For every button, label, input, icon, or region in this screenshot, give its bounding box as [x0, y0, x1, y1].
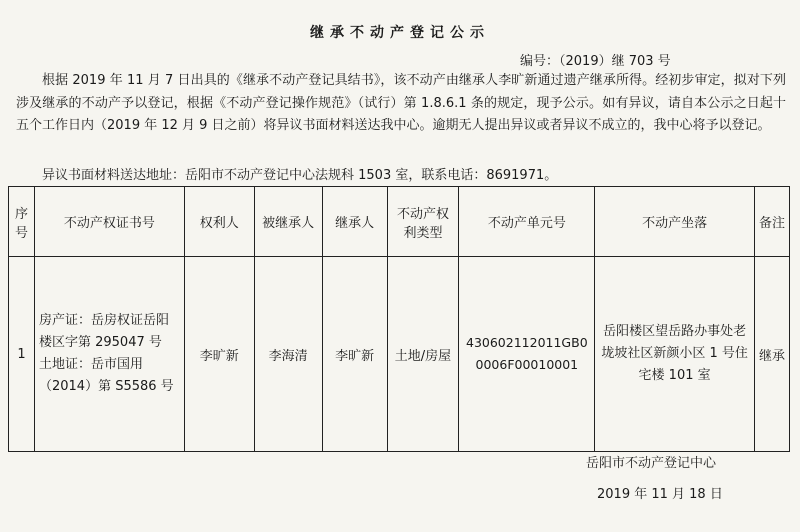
cell-location: 岳阳楼区望岳路办事处老垅坡社区新颜小区 1 号住宅楼 101 室: [595, 257, 755, 452]
header-owner: 权利人: [184, 187, 254, 257]
cert-house: 房产证：岳房权证岳阳楼区字第 295047 号: [38, 313, 169, 350]
cell-right-type: 土地/房屋: [387, 257, 459, 452]
cell-decedent: 李海清: [254, 257, 322, 452]
header-remark: 备注: [754, 187, 789, 257]
cell-heir: 李旷新: [322, 257, 387, 452]
cert-land: 土地证：岳市国用（2014）第 S5586 号: [38, 357, 174, 394]
cell-remark: 继承: [754, 257, 789, 452]
header-seq: 序号: [9, 187, 35, 257]
header-right-type: 不动产权利类型: [387, 187, 459, 257]
objection-address: 异议书面材料送达地址：岳阳市不动产登记中心法规科 1503 室，联系电话：8691971。: [42, 168, 558, 183]
registration-table: [8, 186, 790, 452]
table-header-row: [9, 187, 790, 257]
header-decedent: 被继承人: [254, 187, 322, 257]
header-heir: 继承人: [322, 187, 387, 257]
page-title: 继承不动产登记公示: [310, 25, 490, 41]
issue-date: 2019 年 11 月 18 日: [597, 487, 723, 502]
cell-cert-no: [34, 257, 184, 452]
header-unit-no: 不动产单元号: [459, 187, 595, 257]
document-number: 编号：（2019）继 703 号: [520, 54, 671, 69]
cell-unit-no: 430602112011GB00006F00010001: [459, 257, 595, 452]
notice-paragraph: 根据 2019 年 11 月 7 日出具的《继承不动产登记具结书》，该不动产由继承人李旷新通过遗产继承所得。经初步审定，拟对下列涉及继承的不动产予以登记，根据《不动产登记操作规范》（试行）第 1.8.6.1 条的规定，现予公示。如有异议，请自本公示之日起十五个工作日内（2019 年 12 月 9 日之前）将异议书面材料送达我中心。逾期无人提出异议或者异议不成立的，我中心将予以登记。: [16, 73, 786, 133]
cell-owner: 李旷新: [184, 257, 254, 452]
header-location: 不动产坐落: [595, 187, 755, 257]
header-cert-no: 不动产权证书号: [34, 187, 184, 257]
issuer-signature: 岳阳市不动产登记中心: [586, 456, 717, 471]
table-row: [9, 257, 790, 452]
cell-seq: 1: [9, 257, 35, 452]
